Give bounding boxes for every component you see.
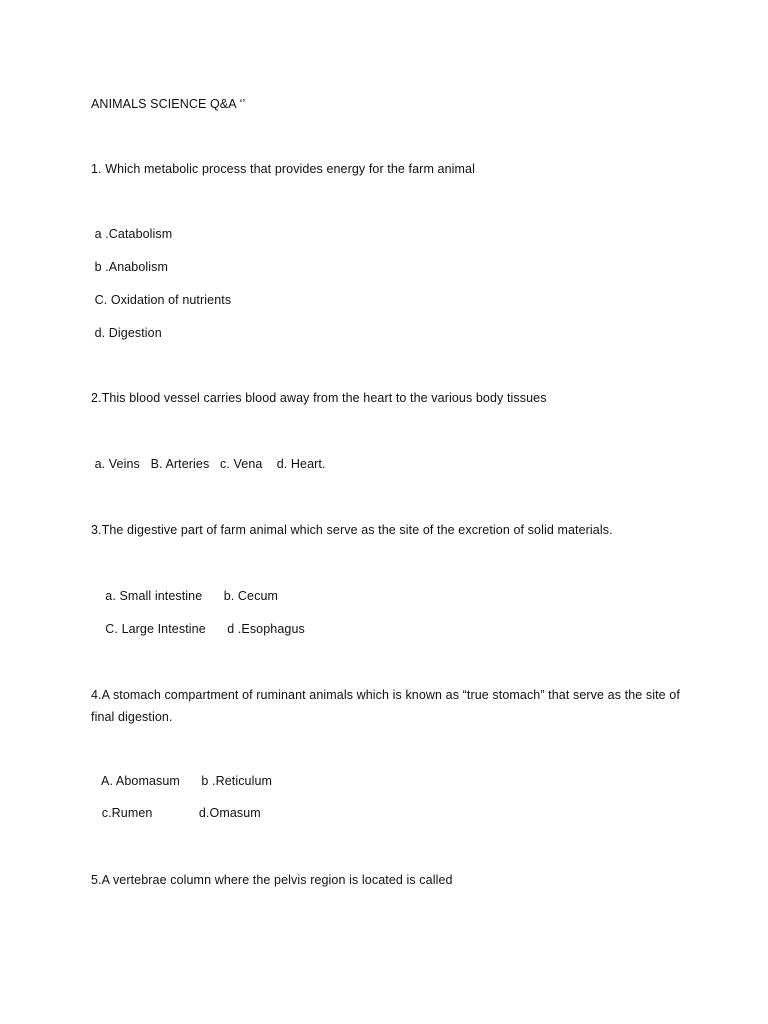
question-4-options-row-2: c.Rumen d.Omasum <box>91 806 261 820</box>
question-3-text: 3.The digestive part of farm animal which serve as the site of the excretion of solid materials. <box>91 523 613 537</box>
question-1-option-a: a .Catabolism <box>91 227 173 241</box>
question-4-options-row-1: A. Abomasum b .Reticulum <box>91 774 273 788</box>
question-1-option-d: d. Digestion <box>91 326 162 340</box>
question-1-option-c: C. Oxidation of nutrients <box>91 293 232 307</box>
question-1-text: 1. Which metabolic process that provides energy for the farm animal <box>91 162 475 176</box>
question-3-options-row-2: C. Large Intestine d .Esophagus <box>91 622 305 636</box>
question-2-options: a. Veins B. Arteries c. Vena d. Heart. <box>91 457 326 471</box>
question-3-options-row-1: a. Small intestine b. Cecum <box>91 589 279 603</box>
question-5-text: 5.A vertebrae column where the pelvis region is located is called <box>91 873 453 887</box>
question-2-text: 2.This blood vessel carries blood away from the heart to the various body tissues <box>91 391 547 405</box>
question-4-text: 4.A stomach compartment of ruminant animals which is known as “true stomach” that serve as the site of final digestion. <box>91 688 680 724</box>
document-title: ANIMALS SCIENCE Q&A ‘’ <box>91 97 246 111</box>
question-1-option-b: b .Anabolism <box>91 260 169 274</box>
